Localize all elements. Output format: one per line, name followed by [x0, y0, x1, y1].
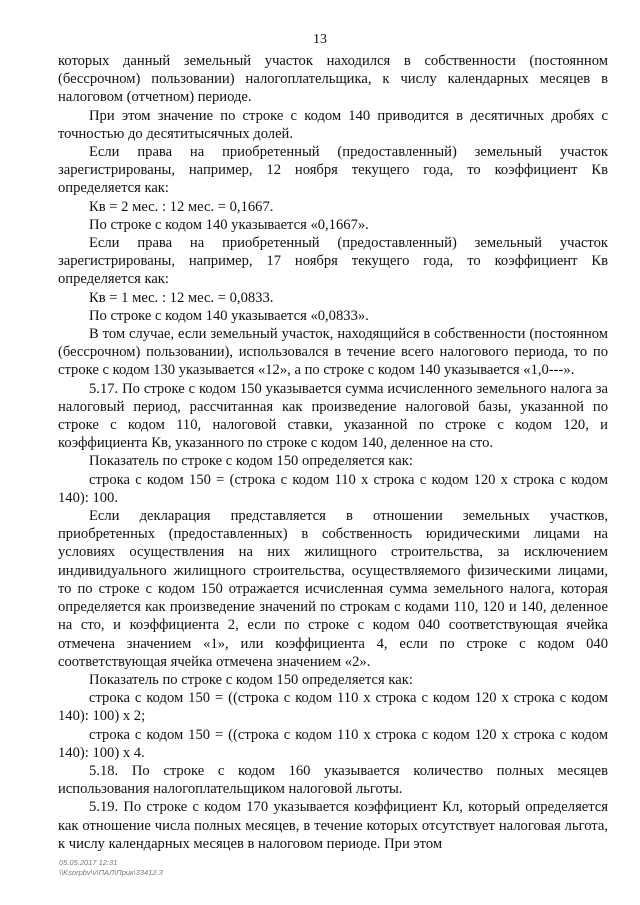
paragraph: При этом значение по строке с кодом 140 приводится в десятичных дробях с точностью до десятитысячных долей. [58, 107, 608, 142]
paragraph: Если права на приобретенный (предоставленный) земельный участок зарегистрированы, например, 12 ноября текущего года, то коэффициент Кв определяется как: [58, 144, 608, 197]
page-number: 13 [313, 32, 327, 47]
file-stamp-date: 05.05.2017 12:31 [59, 858, 118, 867]
section-5-18: 5.18. По строке с кодом 160 указывается количество полных месяцев использования налогоплательщиком налоговой льготы. [58, 762, 608, 798]
formula-line: Кв = 1 мес. : 12 мес. = 0,0833. [89, 289, 274, 306]
paragraph: Показатель по строке с кодом 150 определяется как: [89, 671, 413, 688]
formula-line: строка с кодом 150 = ((строка с кодом 110 х строка с кодом 120 х строка с кодом 140): 100) х 2; [58, 690, 608, 725]
section-5-19: 5.19. По строке с кодом 170 указывается коэффициент Кл, который определяется как отношение числа полных месяцев, в течение которых отсутствует налоговая льгота, к числу календарных месяцев в налоговом периоде. При этом [58, 799, 608, 852]
section-5-17: 5.17. По строке с кодом 150 указывается сумма исчисленного земельного налога за налоговый период, рассчитанная как произведение налоговой базы, указанной по строке с кодом 110, налоговой ставки, указанной по строке с кодом 120, и коэффициента Кв, указанного по строке с кодом 140, деленное на сто. [58, 380, 608, 452]
paragraph: В том случае, если земельный участок, находящийся в собственности (постоянном (бессрочном) пользовании), использовался в течение всего налогового периода, то по строке с кодом 130 указывается «12», а по строке с кодом 140 указывается «1,0---». [58, 326, 608, 379]
paragraph: Если права на приобретенный (предоставленный) земельный участок зарегистрированы, например, 17 ноября текущего года, то коэффициент Кв определяется как: [58, 235, 608, 288]
page-body [58, 52, 608, 853]
formula-line: строка с кодом 150 = (строка с кодом 110 х строка с кодом 120 х строка с кодом 140): 100. [58, 471, 608, 506]
file-stamp-path: \\Ksorpbv\v\ПАЛ\Прик\33412.3 [59, 868, 163, 877]
paragraph: По строке с кодом 140 указывается «0,1667». [89, 216, 369, 233]
formula-line: Кв = 2 мес. : 12 мес. = 0,1667. [89, 198, 274, 215]
paragraph: По строке с кодом 140 указывается «0,0833». [89, 307, 369, 324]
paragraph: Показатель по строке с кодом 150 определяется как: [89, 453, 413, 470]
formula-line: строка с кодом 150 = ((строка с кодом 110 х строка с кодом 120 х строка с кодом 140): 100) х 4. [58, 726, 608, 761]
file-stamp [59, 858, 163, 878]
paragraph: которых данный земельный участок находился в собственности (постоянном (бессрочном) пользовании) налогоплательщика, к числу календарных месяцев в налоговом (отчетном) периоде. [58, 53, 608, 106]
paragraph: Если декларация представляется в отношении земельных участков, приобретенных (предоставленных) в собственность юридическими лицами на условиях осуществления на них жилищного строительства, за исключением индивидуального жилищного строительства, осуществляемого физическими лицами, то по строке с кодом 150 отражается исчисленная сумма земельного налога, которая определяется как произведение значений по строкам с кодами 110, 120 и 140, деленное на сто, и коэффициента 2, если по строке с кодом 040 соответствующая ячейка отмечена значением «1», или коэффициента 4, если по строке с кодом 040 соответствующая ячейка отмечена значением «2». [58, 508, 608, 670]
